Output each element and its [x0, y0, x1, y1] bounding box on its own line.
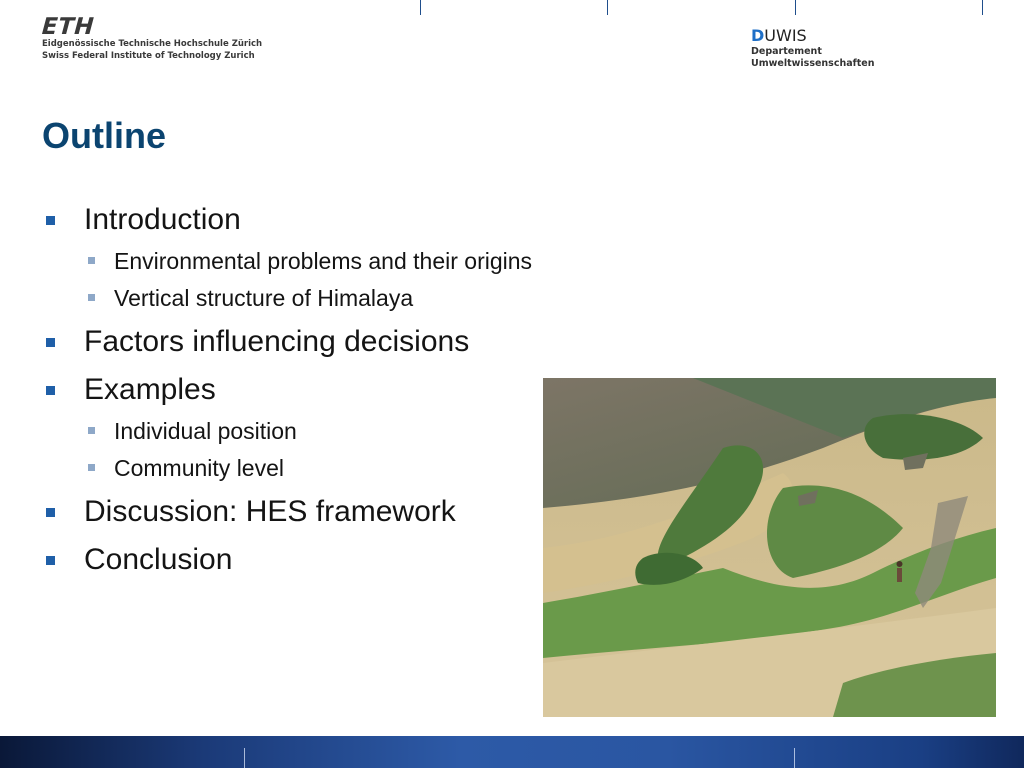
outline-subitem-environmental-problems [44, 247, 544, 275]
outline-item-label: Factors influencing decisions [84, 325, 470, 358]
outline-item-label: Vertical structure of Himalaya [114, 285, 414, 311]
department-line-1: Departement [751, 46, 822, 57]
outline-item-conclusion [44, 542, 544, 578]
footer-divider [794, 748, 795, 768]
square-bullet-icon [88, 427, 95, 434]
header-divider [795, 0, 796, 15]
outline-item-discussion [44, 494, 544, 530]
square-bullet-icon [88, 464, 95, 471]
outline-subitem-individual-position [44, 417, 544, 445]
outline-item-label: Environmental problems and their origins [114, 248, 533, 274]
department-acronym-initial: D [751, 26, 765, 45]
eth-logo [42, 16, 262, 62]
terraced-field-photo [543, 378, 996, 717]
department-acronym-rest: UWIS [764, 26, 807, 45]
outline-subitem-community-level [44, 454, 544, 482]
outline-item-label: Discussion: HES framework [84, 495, 456, 528]
square-bullet-icon [46, 556, 55, 565]
footer-divider [244, 748, 245, 768]
outline-item-label: Community level [114, 455, 284, 481]
outline-subitem-vertical-structure [44, 284, 544, 312]
outline-list [44, 202, 544, 578]
department-logo [751, 26, 875, 70]
square-bullet-icon [88, 294, 95, 301]
slide-title: Outline [42, 115, 166, 156]
eth-name-german: Eidgenössische Technische Hochschule Zürich [42, 39, 263, 49]
eth-name-english: Swiss Federal Institute of Technology Zurich [42, 51, 255, 61]
outline-item-label: Conclusion [84, 543, 233, 576]
department-acronym [751, 26, 875, 46]
department-line-2: Umweltwissenschaften [751, 58, 875, 69]
square-bullet-icon [46, 216, 55, 225]
header-divider [607, 0, 608, 15]
square-bullet-icon [46, 386, 55, 395]
header-divider [420, 0, 421, 15]
footer-band [0, 736, 1024, 768]
square-bullet-icon [46, 508, 55, 517]
square-bullet-icon [88, 257, 95, 264]
outline-item-label: Examples [84, 373, 216, 406]
header-divider [982, 0, 983, 15]
outline-item-examples [44, 372, 544, 408]
outline-item-factors [44, 324, 544, 360]
eth-wordmark: ETH [41, 14, 96, 40]
outline-item-label: Individual position [114, 418, 297, 444]
square-bullet-icon [46, 338, 55, 347]
outline-item-label: Introduction [84, 203, 241, 236]
outline-item-introduction [44, 202, 544, 238]
